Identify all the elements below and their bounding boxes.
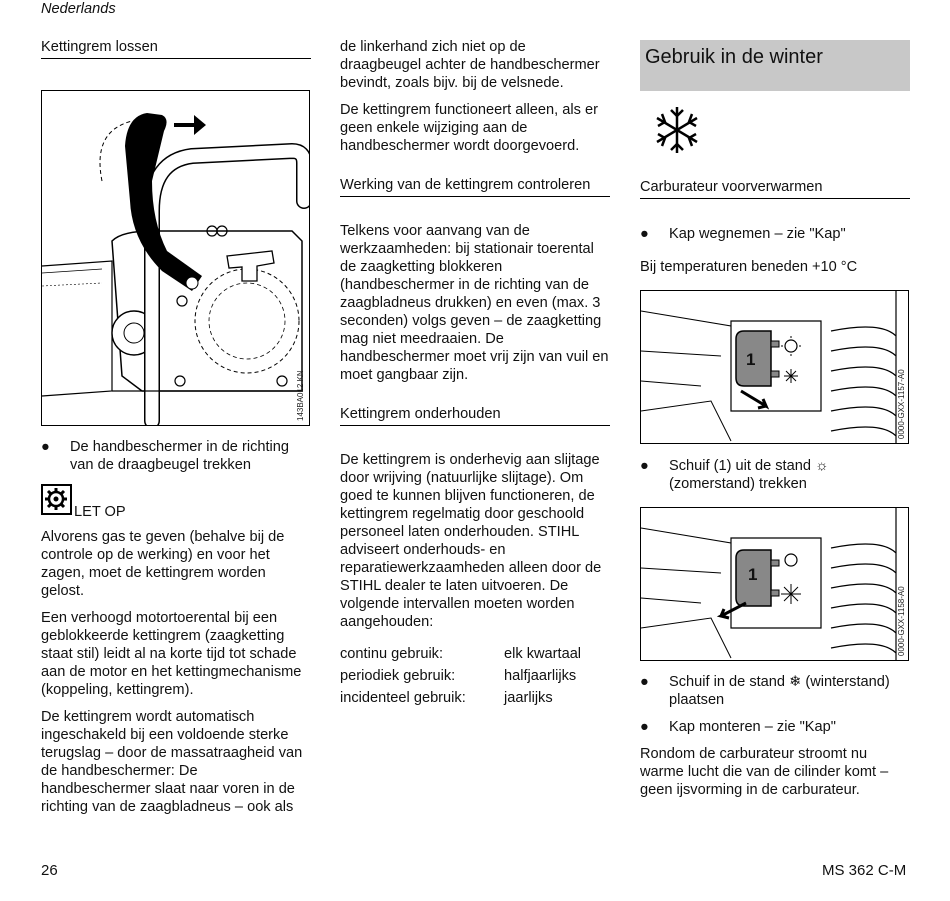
paragraph-check-procedure: Telkens voor aanvang van de werkzaamheden: bij stationair toerental de zaagketting blokkeren (handbeschermer in de richting van de zaagbladneus drukken) en even (max. 3 seconden) volgs geven – de zaagketting mag niet meedraaien. De handbeschermer moet vrij zijn van vuil en moet gangbaar zijn.	[340, 223, 609, 383]
paragraph-release-before-gas: Alvorens gas te geven (behalve bij de controle op de werking) en voor het zagen, moet de kettingrem worden gelost.	[41, 529, 285, 599]
interval-value: jaarlijks	[504, 690, 553, 706]
figure-slider-winter	[640, 507, 909, 661]
bullet-text: Kap wegnemen – zie "Kap"	[669, 226, 846, 242]
paragraph-no-modification: De kettingrem functioneert alleen, als er geen enkele wijziging aan de handbeschermer wordt doorgevoerd.	[340, 102, 598, 154]
slider-label-1: 1	[746, 350, 756, 369]
language-header: Nederlands	[41, 1, 116, 17]
bullet-remove-cover	[640, 225, 910, 243]
paragraph-left-hand: de linkerhand zich niet op de draagbeugel achter de handbeschermer bevindt, zoals bijv. bij de velsnede.	[340, 39, 600, 91]
paragraph-maintenance: De kettingrem is onderhevig aan slijtage door wrijving (natuurlijke slijtage). Om goed te kunnen blijven functioneren, de kettingrem regelmatig door geschoold personeel laten onderhouden. STIHL adviseert onderhouds- en reparatiewerkzaamheden alleen door de STIHL dealer te laten uitvoeren. De volgende intervallen moeten worden aangehouden:	[340, 452, 602, 630]
bullet-dot: ●	[640, 719, 649, 735]
model-name: MS 362 C-M	[822, 862, 907, 879]
winter-heading-box	[640, 40, 910, 91]
bullet-handguard-pull	[41, 438, 311, 474]
bullet-text: Schuif (1) uit de stand ☼ (zomerstand) trekken	[669, 458, 829, 492]
bullet-slider-winter	[640, 673, 910, 709]
paragraph-warm-air: Rondom de carburateur stroomt nu warme lucht die van de cilinder komt – geen ijsvorming in de carburateur.	[640, 746, 889, 798]
interval-value: halfjaarlijks	[504, 668, 577, 684]
notice-let-op	[41, 484, 311, 520]
chainsaw-illustration	[42, 91, 309, 425]
paragraph-high-rpm-damage: Een verhoogd motortoerental bij een geblokkeerde kettingrem (zaagketting staat stil) leidt al na korte tijd tot schade aan de motor en het kettingmechanisme (koppeling, kettingrem).	[41, 610, 302, 698]
table-row	[340, 689, 610, 711]
figure-chainsaw-handguard	[41, 90, 310, 426]
section-title-kettingrem-lossen: Kettingrem lossen	[41, 38, 311, 59]
carburetor-slider-illustration	[641, 291, 908, 443]
bullet-dot: ●	[41, 439, 50, 455]
table-row	[340, 645, 610, 667]
slider-label-1: 1	[748, 565, 758, 584]
winter-heading: Gebruik in de winter	[645, 46, 823, 68]
page-number: 26	[41, 862, 58, 879]
bullet-text: De handbeschermer in de richting van de draagbeugel trekken	[70, 439, 290, 473]
figure-code: 0000-GXX-1158-A0	[897, 586, 906, 656]
interval-label: incidenteel gebruik:	[340, 690, 466, 706]
bullet-mount-cover	[640, 718, 910, 736]
bullet-text: Schuif in de stand ❄ (winterstand) plaatsen	[669, 674, 890, 708]
table-row	[340, 667, 610, 689]
section-title-werking-controleren: Werking van de kettingrem controleren	[340, 176, 610, 197]
figure-code: 0000-GXX-1157-A0	[897, 369, 906, 439]
bullet-slider-summer	[640, 457, 910, 493]
paragraph-automatic-activation: De kettingrem wordt automatisch ingeschakeld bij een voldoende sterke terugslag – door de massatraagheid van de handbeschermer: De handbeschermer slaat naar voren in de richting van de zaagbladneus – ook als	[41, 709, 303, 815]
interval-label: continu gebruik:	[340, 646, 444, 662]
interval-label: periodiek gebruik:	[340, 668, 456, 684]
bullet-text: Kap monteren – zie "Kap"	[669, 719, 836, 735]
bullet-dot: ●	[640, 458, 649, 474]
interval-value: elk kwartaal	[504, 646, 582, 662]
gear-warning-icon	[41, 484, 72, 515]
figure-code: 143BA012 KN	[296, 370, 305, 421]
subheading-temperature: Bij temperaturen beneden +10 °C	[640, 259, 858, 275]
bullet-dot: ●	[640, 674, 649, 690]
section-title-onderhouden: Kettingrem onderhouden	[340, 405, 610, 426]
carburetor-slider-illustration	[641, 508, 908, 660]
maintenance-interval-table	[340, 645, 610, 711]
bullet-dot: ●	[640, 226, 649, 242]
notice-label: LET OP	[74, 504, 126, 520]
snowflake-icon	[654, 105, 700, 155]
figure-slider-summer	[640, 290, 909, 444]
section-title-carburateur: Carburateur voorverwarmen	[640, 178, 910, 199]
